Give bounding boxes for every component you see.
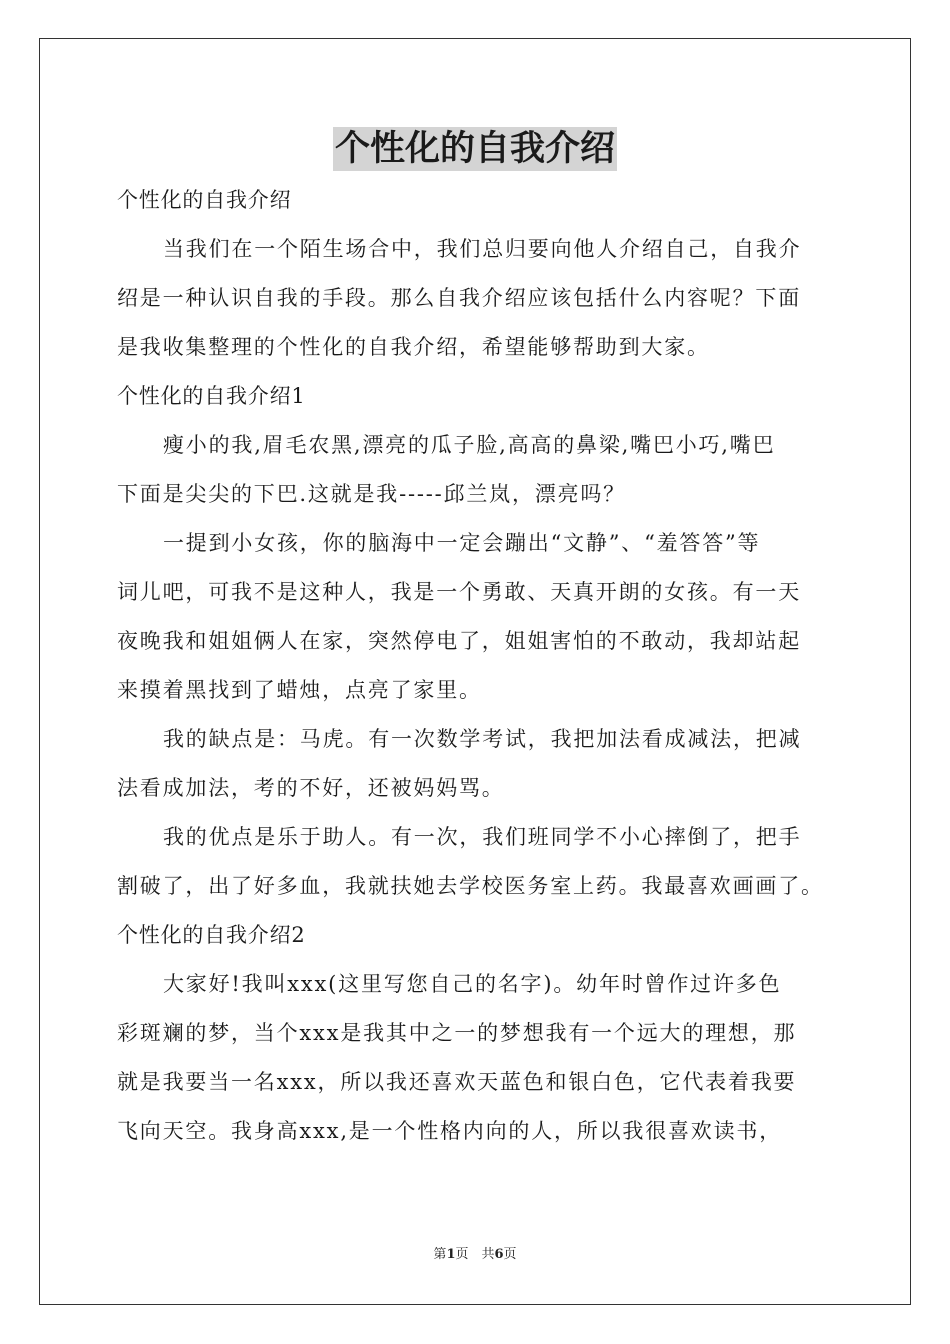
paragraph-line: 割破了，出了好多血，我就扶她去学校医务室上药。我最喜欢画画了。 xyxy=(117,874,824,898)
paragraph-line: 彩斑斓的梦，当个xxx是我其中之一的梦想我有一个远大的理想，那 xyxy=(117,1021,797,1045)
page-footer xyxy=(0,1245,950,1265)
page-prefix: 第 xyxy=(433,1247,447,1262)
document-body xyxy=(117,176,839,1156)
page-total: 6 xyxy=(494,1247,504,1262)
paragraph-line: 我的优点是乐于助人。有一次，我们班同学不小心摔倒了，把手 xyxy=(163,825,802,849)
page-mid: 页 共 xyxy=(455,1247,495,1262)
paragraph-line: 瘦小的我,眉毛农黑,漂亮的瓜子脸,高高的鼻梁,嘴巴小巧,嘴巴 xyxy=(163,433,776,457)
paragraph-line: 就是我要当一名xxx，所以我还喜欢天蓝色和银白色，它代表着我要 xyxy=(117,1070,797,1094)
section-1-paragraph-2 xyxy=(117,519,839,715)
section-1-paragraph-3 xyxy=(117,715,839,813)
document-title: 个性化的自我介绍 xyxy=(334,129,615,169)
intro-line: 是我收集整理的个性化的自我介绍，希望能够帮助到大家。 xyxy=(117,335,710,359)
paragraph-line: 一提到小女孩，你的脑海中一定会蹦出“文静”、“羞答答”等 xyxy=(163,531,761,555)
paragraph-line: 法看成加法，考的不好，还被妈妈骂。 xyxy=(117,776,505,800)
section-1-heading: 个性化的自我介绍1 xyxy=(117,384,306,408)
section-1-paragraph-1 xyxy=(117,421,839,519)
paragraph-line: 下面是尖尖的下巴.这就是我-----邱兰岚，漂亮吗？ xyxy=(117,482,626,506)
page-current: 1 xyxy=(446,1247,456,1262)
title-container xyxy=(0,127,950,171)
paragraph-line: 我的缺点是：马虎。有一次数学考试，我把加法看成减法，把减 xyxy=(163,727,802,751)
section-2-heading: 个性化的自我介绍2 xyxy=(117,923,306,947)
section-1-paragraph-4 xyxy=(117,813,839,911)
paragraph-line: 词儿吧，可我不是这种人，我是一个勇敢、天真开朗的女孩。有一天 xyxy=(117,580,801,604)
paragraph-line: 夜晚我和姐姐俩人在家，突然停电了，姐姐害怕的不敢动，我却站起 xyxy=(117,629,801,653)
paragraph-line: 飞向天空。我身高xxx,是一个性格内向的人，所以我很喜欢读书， xyxy=(117,1119,783,1143)
subtitle: 个性化的自我介绍 xyxy=(117,188,292,212)
paragraph-line: 大家好!我叫xxx(这里写您自己的名字)。幼年时曾作过许多色 xyxy=(163,972,782,996)
intro-line: 绍是一种认识自我的手段。那么自我介绍应该包括什么内容呢？下面 xyxy=(117,286,801,310)
intro-paragraph xyxy=(117,225,839,372)
intro-line: 当我们在一个陌生场合中，我们总归要向他人介绍自己，自我介 xyxy=(163,237,802,261)
section-2-paragraph-1 xyxy=(117,960,839,1156)
paragraph-line: 来摸着黑找到了蜡烛，点亮了家里。 xyxy=(117,678,482,702)
page-suffix: 页 xyxy=(503,1247,517,1262)
